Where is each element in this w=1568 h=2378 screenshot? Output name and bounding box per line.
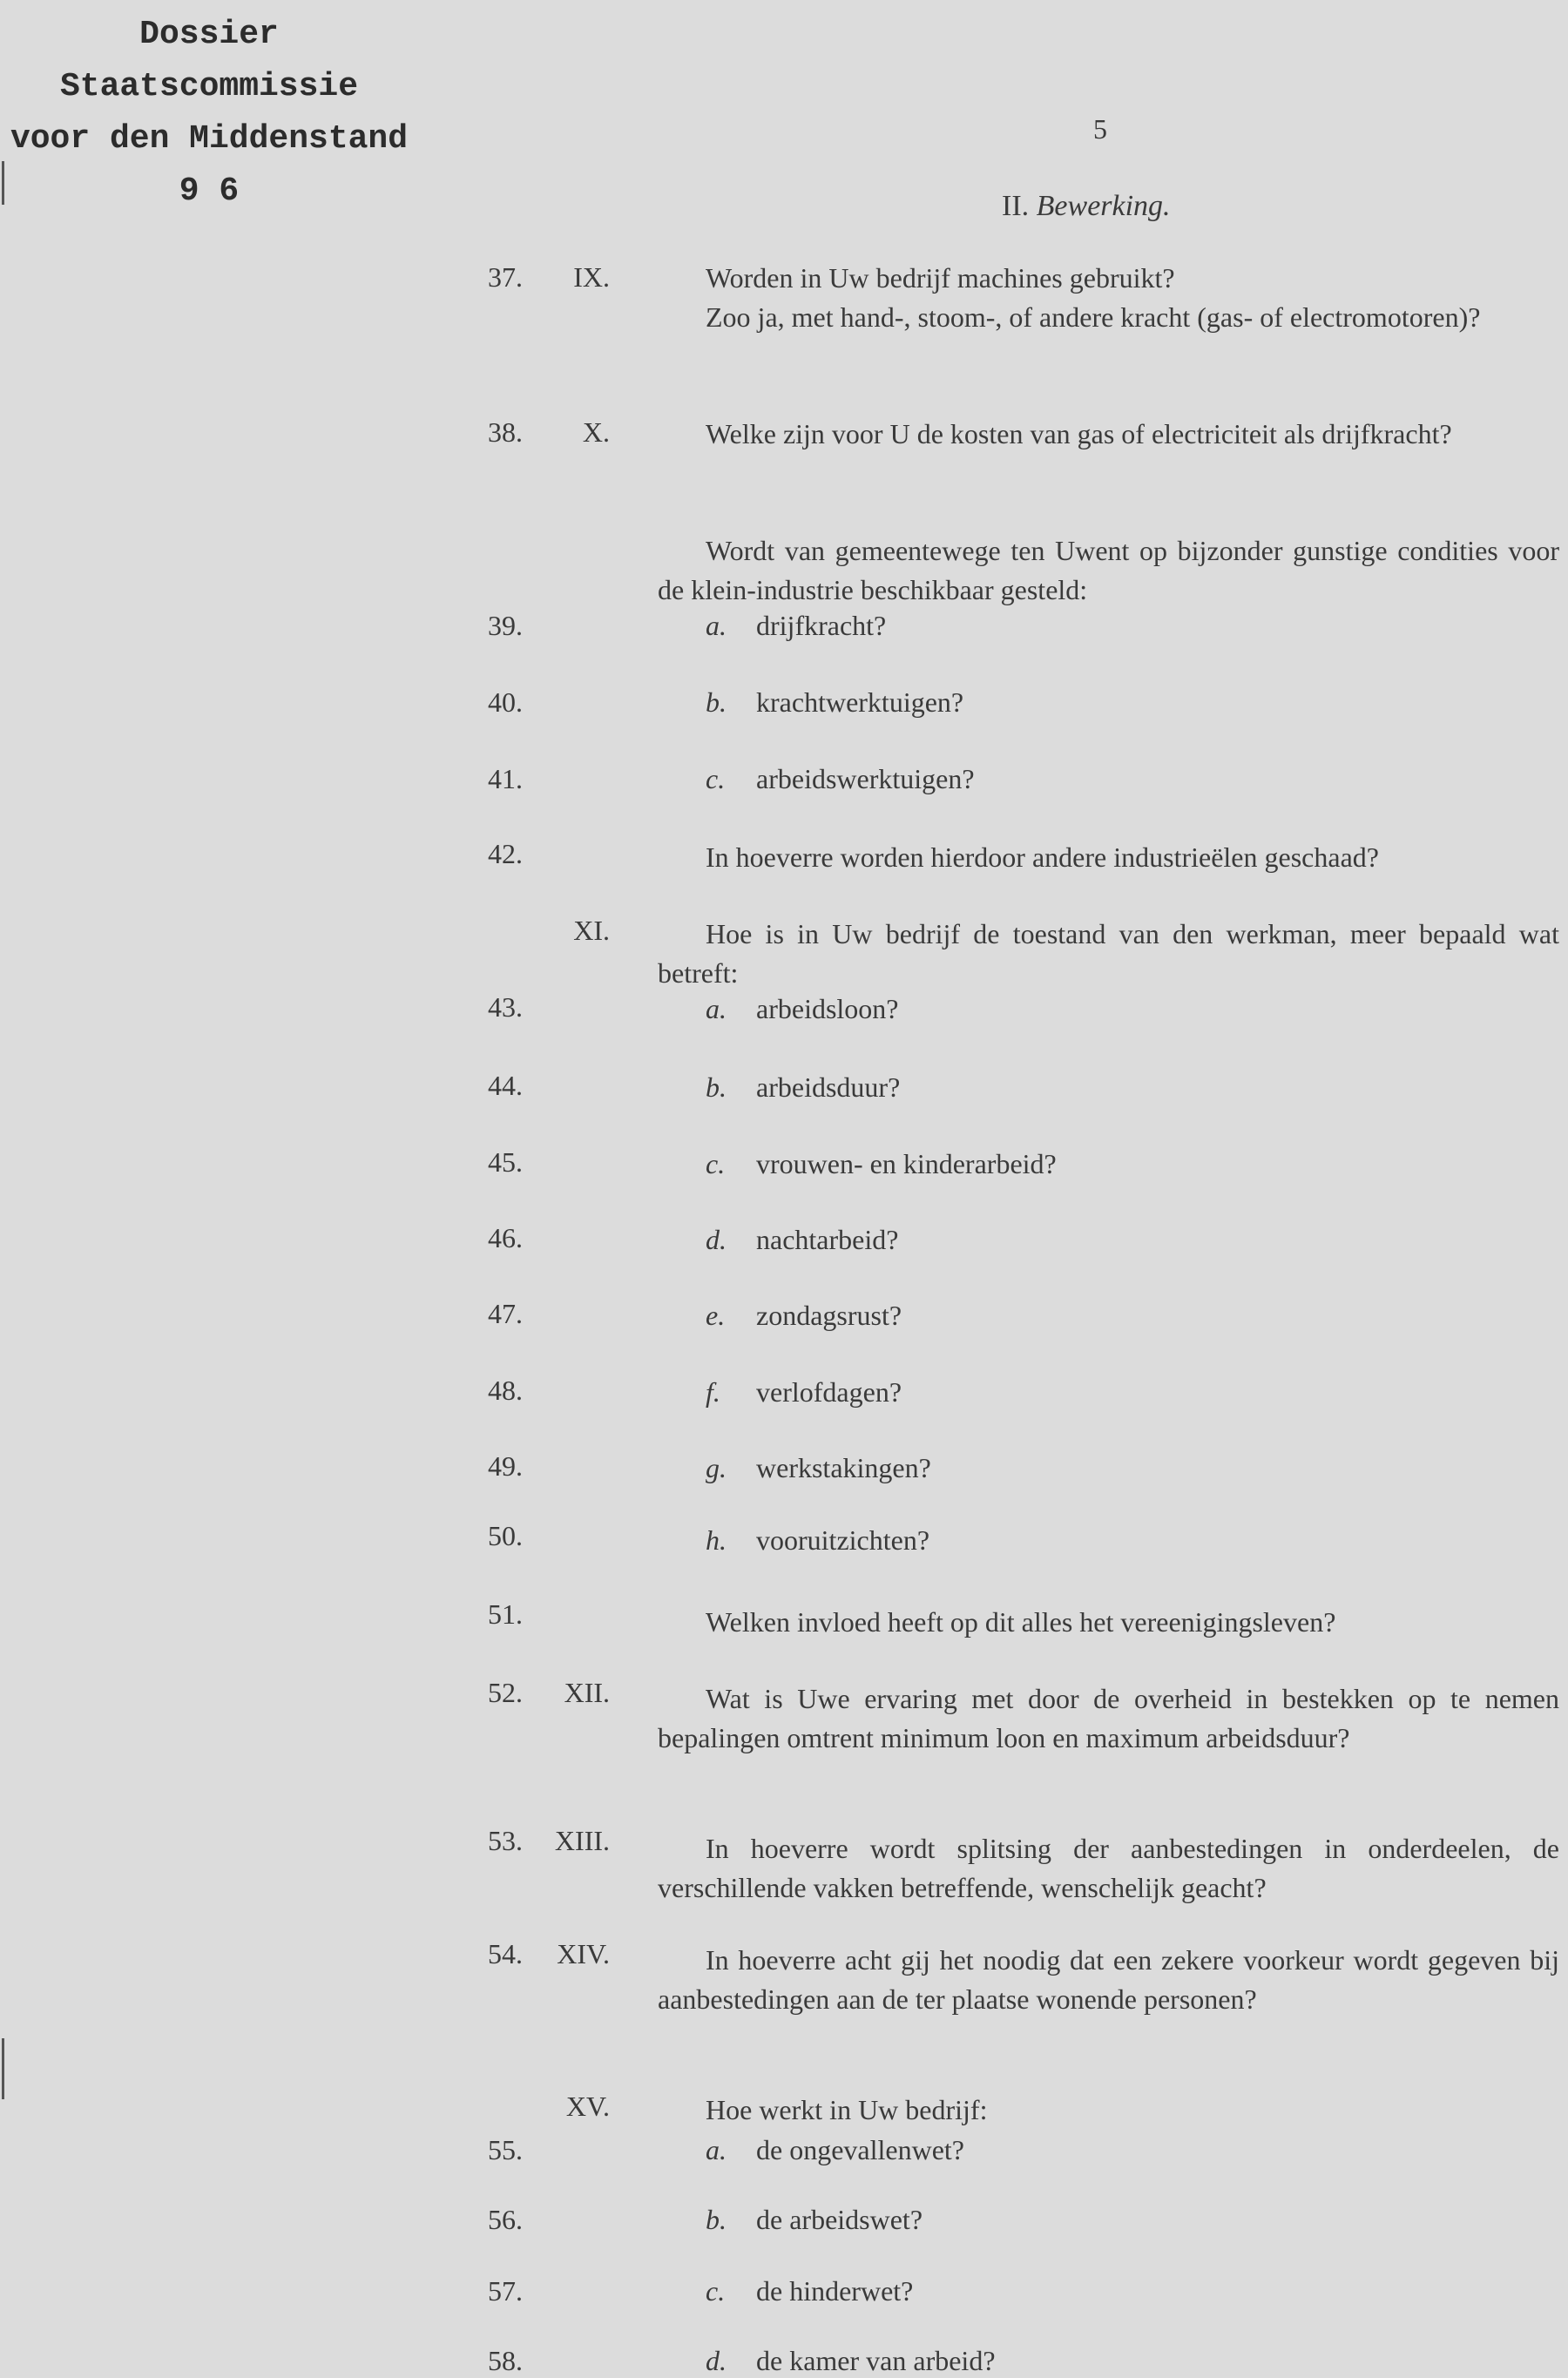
- sub-question: [706, 1376, 902, 1409]
- question-text: [658, 915, 1559, 993]
- page-number: 5: [1093, 113, 1107, 145]
- question-line: In hoeverre wordt splitsing der aanbestedingen in onderdeelen, de verschillende vakken betreffende, wenschelijk geacht?: [658, 1833, 1559, 1903]
- question-number: 49.: [488, 1450, 523, 1482]
- question-roman: XII.: [564, 1677, 610, 1708]
- question-number: 56.: [488, 2204, 523, 2235]
- question-roman: XIII.: [554, 1825, 610, 1856]
- sub-letter: a.: [706, 2134, 727, 2165]
- sub-question: [706, 2275, 913, 2307]
- question-line: In hoeverre worden hierdoor andere industrieëlen geschaad?: [706, 841, 1379, 873]
- sub-text: de hinderwet?: [756, 2275, 914, 2307]
- sub-letter: c.: [706, 2275, 726, 2307]
- question-roman: IX.: [573, 261, 610, 293]
- sub-text: nachtarbeid?: [756, 1224, 899, 1255]
- sub-question: [706, 1071, 900, 1104]
- question-number: 52.: [488, 1677, 523, 1708]
- stamp-line-middenstand: voor den Middenstand: [10, 120, 409, 158]
- question-intro: [658, 531, 1559, 610]
- question-number: 57.: [488, 2275, 523, 2307]
- question-roman: XV.: [565, 2091, 610, 2122]
- question-text: [658, 415, 1559, 454]
- question-number: 48.: [488, 1375, 523, 1406]
- question-number: 41.: [488, 763, 523, 794]
- sub-letter: d.: [706, 2345, 727, 2376]
- question-number: 50.: [488, 1520, 523, 1551]
- sub-question: [706, 1148, 1057, 1180]
- sub-question: [706, 2134, 964, 2166]
- sub-letter: d.: [706, 1224, 727, 1255]
- question-number: 37.: [488, 261, 523, 293]
- stamp-line-dossier: Dossier: [139, 16, 279, 53]
- sub-question: [706, 2345, 996, 2377]
- scan-edge-mark: [2, 161, 4, 205]
- question-number: 42.: [488, 838, 523, 869]
- sub-text: vrouwen- en kinderarbeid?: [756, 1148, 1057, 1179]
- section-title: [1002, 190, 1171, 223]
- sub-question: [706, 763, 975, 795]
- sub-question: [706, 993, 899, 1025]
- question-number: 45.: [488, 1146, 523, 1178]
- sub-letter: a.: [706, 610, 727, 641]
- sub-text: krachtwerktuigen?: [756, 686, 964, 718]
- sub-text: verlofdagen?: [756, 1376, 902, 1408]
- question-line: Hoe werkt in Uw bedrijf:: [706, 2094, 988, 2125]
- section-name: Bewerking.: [1036, 190, 1171, 222]
- sub-letter: f.: [706, 1376, 720, 1408]
- sub-letter: c.: [706, 1148, 726, 1179]
- question-number: 46.: [488, 1222, 523, 1253]
- sub-text: de ongevallenwet?: [756, 2134, 964, 2165]
- question-number: 38.: [488, 416, 523, 448]
- sub-letter: e.: [706, 1300, 726, 1331]
- question-line: Welke zijn voor U de kosten van gas of electriciteit als drijfkracht?: [706, 418, 1452, 449]
- question-number: 47.: [488, 1298, 523, 1329]
- question-line: Wordt van gemeentewege ten Uwent op bijzonder gunstige condities voor de klein-industrie beschikbaar gesteld:: [658, 535, 1559, 605]
- question-roman: X.: [582, 416, 610, 448]
- question-number: 55.: [488, 2134, 523, 2165]
- sub-letter: c.: [706, 763, 726, 794]
- archive-stamp: [0, 9, 418, 218]
- question-text: [658, 1829, 1559, 1908]
- question-line: Hoe is in Uw bedrijf de toestand van den werkman, meer bepaald wat betreft:: [658, 918, 1559, 989]
- sub-letter: b.: [706, 1071, 727, 1103]
- sub-letter: b.: [706, 686, 727, 718]
- scan-edge-mark: [2, 2038, 4, 2099]
- question-number: 58.: [488, 2345, 523, 2376]
- sub-question: [706, 2204, 923, 2236]
- question-text: [658, 2091, 1559, 2130]
- question-number: 44.: [488, 1070, 523, 1101]
- sub-question: [706, 686, 963, 719]
- sub-text: de kamer van arbeid?: [756, 2345, 996, 2376]
- sub-text: arbeidsloon?: [756, 993, 899, 1024]
- question-line: Welken invloed heeft op dit alles het vereenigingsleven?: [706, 1606, 1336, 1638]
- sub-letter: a.: [706, 993, 727, 1024]
- sub-text: arbeidswerktuigen?: [756, 763, 975, 794]
- question-roman: XIV.: [557, 1938, 610, 1969]
- sub-text: zondagsrust?: [756, 1300, 902, 1331]
- question-number: 39.: [488, 610, 523, 641]
- question-text: [658, 838, 1559, 877]
- question-number: 53.: [488, 1825, 523, 1856]
- question-number: 43.: [488, 991, 523, 1023]
- question-text: [658, 1679, 1559, 1758]
- question-line: Wat is Uwe ervaring met door de overheid in bestekken op te nemen bepalingen omtrent minimum loon en maximum arbeidsduur?: [658, 1683, 1559, 1753]
- question-text: [658, 259, 1559, 337]
- question-number: 40.: [488, 686, 523, 718]
- question-line: In hoeverre acht gij het noodig dat een zekere voorkeur wordt gegeven bij aanbestedingen aan de ter plaatse wonende personen?: [658, 1944, 1559, 2015]
- question-line: Worden in Uw bedrijf machines gebruikt?: [706, 262, 1175, 294]
- sub-question: [706, 610, 886, 642]
- question-number: 51.: [488, 1598, 523, 1630]
- stamp-line-commission: Staatscommissie: [59, 68, 359, 105]
- sub-text: drijfkracht?: [756, 610, 887, 641]
- sub-letter: g.: [706, 1452, 727, 1483]
- sub-text: vooruitzichten?: [756, 1524, 930, 1556]
- question-roman: XI.: [573, 915, 610, 946]
- question-text: [658, 1603, 1559, 1642]
- sub-question: [706, 1224, 898, 1256]
- section-roman: II.: [1002, 190, 1030, 222]
- question-text: [658, 1941, 1559, 2019]
- sub-letter: h.: [706, 1524, 727, 1556]
- sub-text: werkstakingen?: [756, 1452, 931, 1483]
- sub-question: [706, 1524, 929, 1557]
- sub-question: [706, 1452, 931, 1484]
- stamp-line-number: 9 6: [179, 172, 240, 210]
- question-number: 54.: [488, 1938, 523, 1969]
- sub-letter: b.: [706, 2204, 727, 2235]
- sub-question: [706, 1300, 902, 1332]
- question-line: Zoo ja, met hand-, stoom-, of andere kracht (gas- of electromotoren)?: [706, 301, 1481, 333]
- sub-text: de arbeidswet?: [756, 2204, 923, 2235]
- sub-text: arbeidsduur?: [756, 1071, 901, 1103]
